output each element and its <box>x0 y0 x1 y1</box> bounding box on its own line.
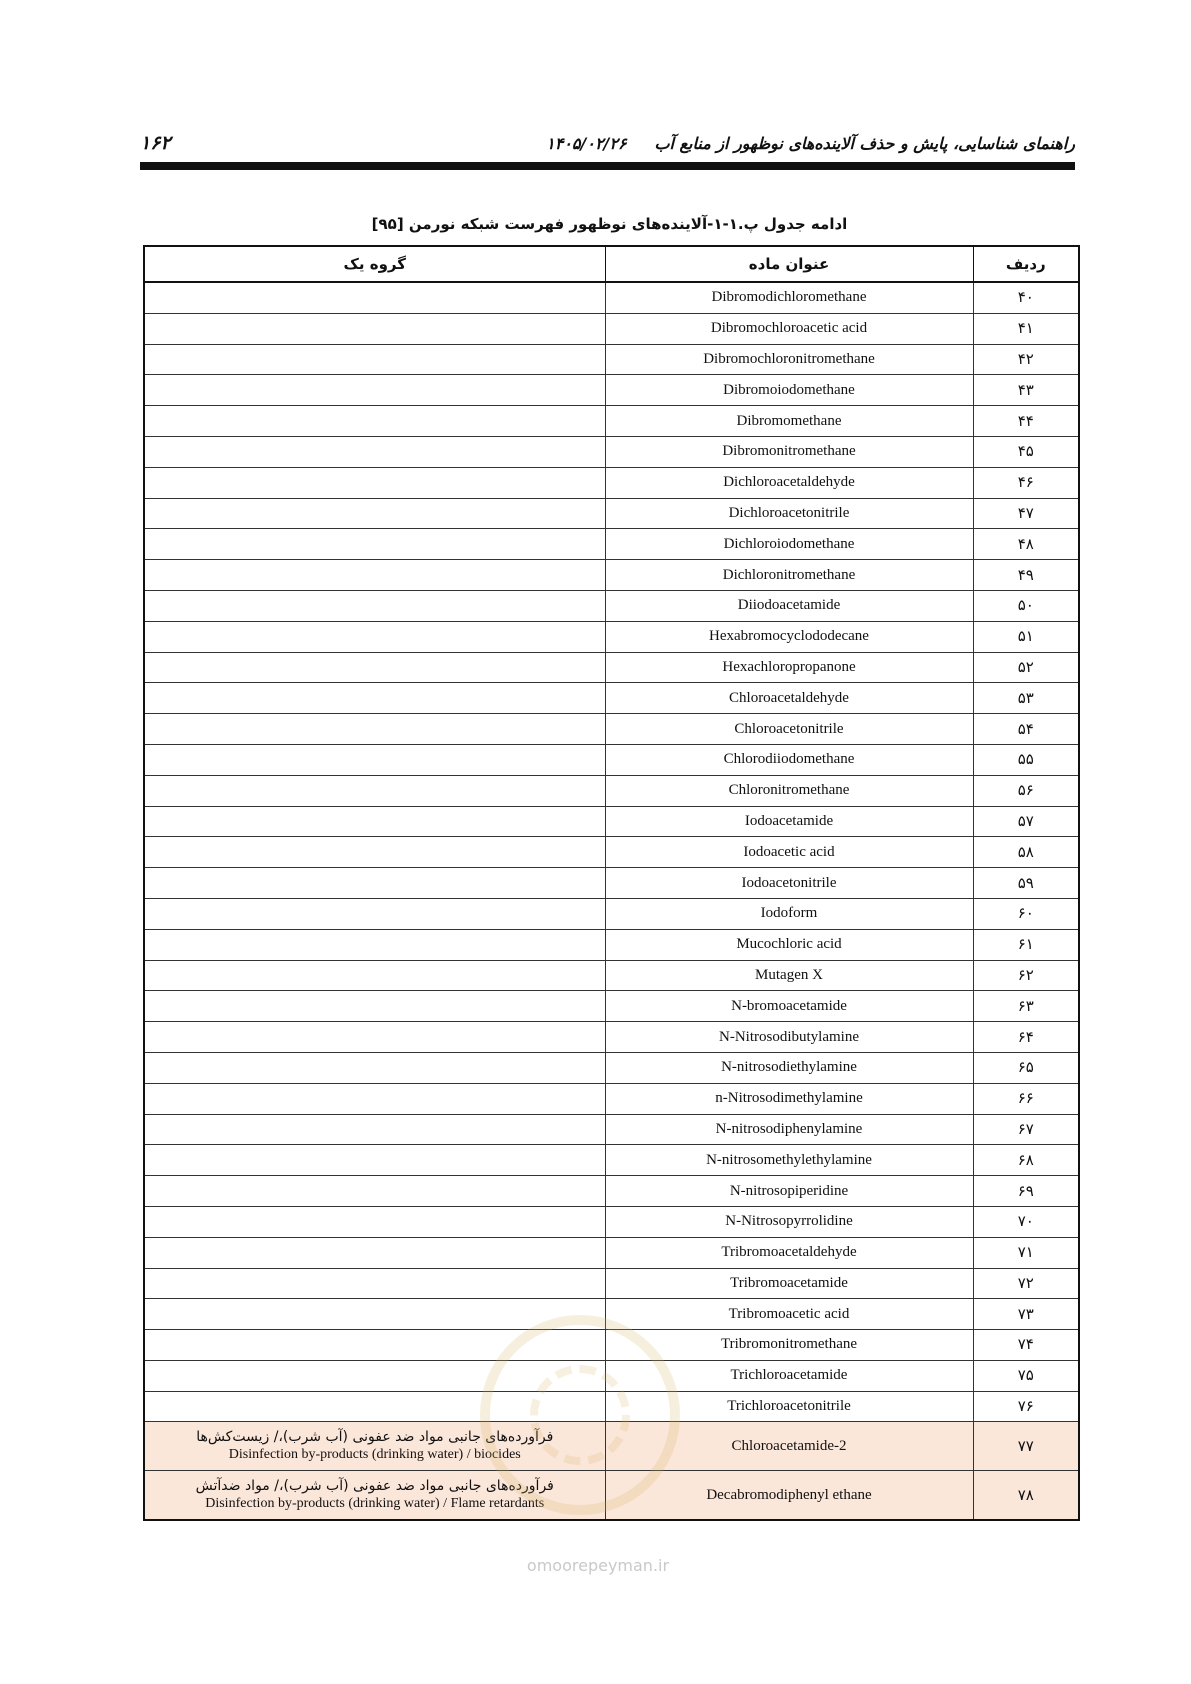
row-number-cell: ۶۷ <box>973 1114 1079 1145</box>
substance-cell: Iodoacetamide <box>605 806 973 837</box>
row-number-cell: ۴۴ <box>973 406 1079 437</box>
table-body <box>144 282 1079 1520</box>
table-row <box>144 467 1079 498</box>
group-cell <box>144 1083 605 1114</box>
substance-cell: Tribromoacetic acid <box>605 1299 973 1330</box>
table-row <box>144 1330 1079 1361</box>
substance-cell: Mutagen X <box>605 960 973 991</box>
table-row <box>144 621 1079 652</box>
table-row <box>144 960 1079 991</box>
row-number-cell: ۵۹ <box>973 868 1079 899</box>
table-row <box>144 375 1079 406</box>
substance-cell: Hexachloropropanone <box>605 652 973 683</box>
table-row <box>144 1052 1079 1083</box>
group-cell <box>144 806 605 837</box>
group-cell <box>144 652 605 683</box>
group-cell <box>144 1391 605 1422</box>
table-header-row <box>144 246 1079 282</box>
group-cell <box>144 744 605 775</box>
table-row <box>144 683 1079 714</box>
table-row <box>144 344 1079 375</box>
group-label-persian: فرآورده‌های جانبی مواد ضد عفونی (آب شرب)،/ زیست‌کش‌ها <box>196 1428 554 1445</box>
group-cell <box>144 406 605 437</box>
substance-cell: Tribromoacetamide <box>605 1268 973 1299</box>
column-header-row-number: ردیف <box>973 246 1079 282</box>
table-row <box>144 806 1079 837</box>
substance-cell: Hexabromocyclododecane <box>605 621 973 652</box>
substance-cell: N-nitrosodiethylamine <box>605 1052 973 1083</box>
substance-cell: Dichloroacetonitrile <box>605 498 973 529</box>
substance-cell: Trichloroacetonitrile <box>605 1391 973 1422</box>
row-number-cell: ۷۷ <box>973 1422 1079 1471</box>
column-header-substance: عنوان ماده <box>605 246 973 282</box>
row-number-cell: ۷۵ <box>973 1360 1079 1391</box>
substance-cell: Dibromochloroacetic acid <box>605 313 973 344</box>
group-cell <box>144 1330 605 1361</box>
group-cell <box>144 960 605 991</box>
substance-cell: N-bromoacetamide <box>605 991 973 1022</box>
table-row <box>144 529 1079 560</box>
watermark-text: omoorepeyman.ir <box>526 1556 670 1575</box>
substance-cell: Iodoacetic acid <box>605 837 973 868</box>
group-label-english: Disinfection by-products (drinking water) / Flame retardants <box>205 1496 545 1512</box>
substance-cell: Dichloroiodomethane <box>605 529 973 560</box>
table-row <box>144 744 1079 775</box>
row-number-cell: ۷۴ <box>973 1330 1079 1361</box>
group-cell <box>144 868 605 899</box>
group-cell <box>144 1422 605 1471</box>
table-row <box>144 1145 1079 1176</box>
substance-cell: Dibromoiodomethane <box>605 375 973 406</box>
group-cell <box>144 1114 605 1145</box>
substance-cell: Tribromonitromethane <box>605 1330 973 1361</box>
group-cell <box>144 1022 605 1053</box>
group-cell <box>144 467 605 498</box>
group-cell <box>144 436 605 467</box>
row-number-cell: ۷۰ <box>973 1206 1079 1237</box>
row-number-cell: ۵۷ <box>973 806 1079 837</box>
substance-cell: Chloroacetonitrile <box>605 714 973 745</box>
contaminants-table <box>143 245 1080 1521</box>
group-cell <box>144 590 605 621</box>
substance-cell: Dibromodichloromethane <box>605 282 973 313</box>
row-number-cell: ۴۰ <box>973 282 1079 313</box>
group-cell <box>144 1237 605 1268</box>
group-cell <box>144 1052 605 1083</box>
running-head <box>546 134 1075 153</box>
group-cell <box>144 683 605 714</box>
substance-cell: Chlorodiiodomethane <box>605 744 973 775</box>
running-title: راهنمای شناسایی، پایش و حذف آلاینده‌های نوظهور از منابع آب <box>654 133 1075 153</box>
table-row <box>144 837 1079 868</box>
column-header-group: گروه یک <box>144 246 605 282</box>
row-number-cell: ۴۵ <box>973 436 1079 467</box>
table-caption: ادامه جدول پ.۱-۱-آلاینده‌های نوظهور فهرست شبکه نورمن [۹۵] <box>371 215 848 233</box>
row-number-cell: ۴۹ <box>973 560 1079 591</box>
group-cell <box>144 529 605 560</box>
row-number-cell: ۴۳ <box>973 375 1079 406</box>
row-number-cell: ۵۱ <box>973 621 1079 652</box>
table-row <box>144 498 1079 529</box>
table-row-highlighted <box>144 1422 1079 1471</box>
substance-cell: N-nitrosomethylethylamine <box>605 1145 973 1176</box>
row-number-cell: ۶۲ <box>973 960 1079 991</box>
row-number-cell: ۵۲ <box>973 652 1079 683</box>
row-number-cell: ۴۲ <box>973 344 1079 375</box>
row-number-cell: ۴۷ <box>973 498 1079 529</box>
header-date: ۱۴۰۵/۰۲/۲۶ <box>546 133 627 153</box>
table-row <box>144 1176 1079 1207</box>
table-row-highlighted <box>144 1471 1079 1521</box>
row-number-cell: ۷۲ <box>973 1268 1079 1299</box>
group-cell <box>144 1145 605 1176</box>
table-row <box>144 652 1079 683</box>
table-row <box>144 1237 1079 1268</box>
row-number-cell: ۷۶ <box>973 1391 1079 1422</box>
substance-cell: Chloronitromethane <box>605 775 973 806</box>
group-cell <box>144 1176 605 1207</box>
substance-cell: N-Nitrosodibutylamine <box>605 1022 973 1053</box>
table-row <box>144 1299 1079 1330</box>
substance-cell: Iodoacetonitrile <box>605 868 973 899</box>
group-cell <box>144 1360 605 1391</box>
substance-cell: Iodoform <box>605 898 973 929</box>
row-number-cell: ۷۸ <box>973 1471 1079 1521</box>
table-row <box>144 1114 1079 1145</box>
substance-cell: Decabromodiphenyl ethane <box>605 1471 973 1521</box>
table-row <box>144 929 1079 960</box>
row-number-cell: ۶۴ <box>973 1022 1079 1053</box>
row-number-cell: ۶۶ <box>973 1083 1079 1114</box>
group-cell <box>144 991 605 1022</box>
table-row <box>144 991 1079 1022</box>
table-row <box>144 714 1079 745</box>
table-row <box>144 590 1079 621</box>
table-row <box>144 406 1079 437</box>
group-cell <box>144 837 605 868</box>
group-cell <box>144 1299 605 1330</box>
substance-cell: Dibromochloronitromethane <box>605 344 973 375</box>
group-cell <box>144 313 605 344</box>
group-cell <box>144 1206 605 1237</box>
table-row <box>144 1391 1079 1422</box>
group-cell <box>144 1471 605 1521</box>
row-number-cell: ۶۳ <box>973 991 1079 1022</box>
page-header <box>140 128 1075 158</box>
group-label-persian: فرآورده‌های جانبی مواد ضد عفونی (آب شرب)،/ مواد ضدآتش <box>195 1477 554 1494</box>
row-number-cell: ۵۸ <box>973 837 1079 868</box>
table-row <box>144 1206 1079 1237</box>
group-cell <box>144 560 605 591</box>
substance-cell: Trichloroacetamide <box>605 1360 973 1391</box>
table-row <box>144 1268 1079 1299</box>
group-cell <box>144 498 605 529</box>
substance-cell: Dichloroacetaldehyde <box>605 467 973 498</box>
group-cell <box>144 898 605 929</box>
row-number-cell: ۵۴ <box>973 714 1079 745</box>
substance-cell: Chloroacetaldehyde <box>605 683 973 714</box>
substance-cell: Diiodoacetamide <box>605 590 973 621</box>
row-number-cell: ۶۹ <box>973 1176 1079 1207</box>
table-row <box>144 436 1079 467</box>
table-row <box>144 898 1079 929</box>
table-row <box>144 775 1079 806</box>
row-number-cell: ۶۱ <box>973 929 1079 960</box>
substance-cell: Dichloronitromethane <box>605 560 973 591</box>
row-number-cell: ۵۰ <box>973 590 1079 621</box>
row-number-cell: ۴۱ <box>973 313 1079 344</box>
group-cell <box>144 344 605 375</box>
row-number-cell: ۴۶ <box>973 467 1079 498</box>
row-number-cell: ۷۱ <box>973 1237 1079 1268</box>
table-row <box>144 1022 1079 1053</box>
row-number-cell: ۵۳ <box>973 683 1079 714</box>
substance-cell: 2-Chloroacetamide <box>605 1422 973 1471</box>
table-row <box>144 313 1079 344</box>
row-number-cell: ۷۳ <box>973 1299 1079 1330</box>
row-number-cell: ۶۰ <box>973 898 1079 929</box>
group-cell <box>144 282 605 313</box>
table-row <box>144 1360 1079 1391</box>
row-number-cell: ۵۵ <box>973 744 1079 775</box>
group-cell <box>144 621 605 652</box>
substance-cell: n-Nitrosodimethylamine <box>605 1083 973 1114</box>
row-number-cell: ۵۶ <box>973 775 1079 806</box>
table-row <box>144 868 1079 899</box>
substance-cell: N-nitrosodiphenylamine <box>605 1114 973 1145</box>
group-label-english: Disinfection by-products (drinking water) / biocides <box>228 1447 521 1463</box>
group-cell <box>144 929 605 960</box>
group-cell <box>144 714 605 745</box>
table-row <box>144 1083 1079 1114</box>
table-row <box>144 282 1079 313</box>
group-cell <box>144 1268 605 1299</box>
substance-cell: Dibromomethane <box>605 406 973 437</box>
row-number-cell: ۴۸ <box>973 529 1079 560</box>
page-number: ۱۶۲ <box>140 132 171 154</box>
group-cell <box>144 775 605 806</box>
substance-cell: Dibromonitromethane <box>605 436 973 467</box>
group-cell <box>144 375 605 406</box>
substance-cell: N-Nitrosopyrrolidine <box>605 1206 973 1237</box>
header-rule <box>140 162 1075 166</box>
substance-cell: Mucochloric acid <box>605 929 973 960</box>
table-row <box>144 560 1079 591</box>
substance-cell: N-nitrosopiperidine <box>605 1176 973 1207</box>
substance-cell: Tribromoacetaldehyde <box>605 1237 973 1268</box>
row-number-cell: ۶۸ <box>973 1145 1079 1176</box>
row-number-cell: ۶۵ <box>973 1052 1079 1083</box>
